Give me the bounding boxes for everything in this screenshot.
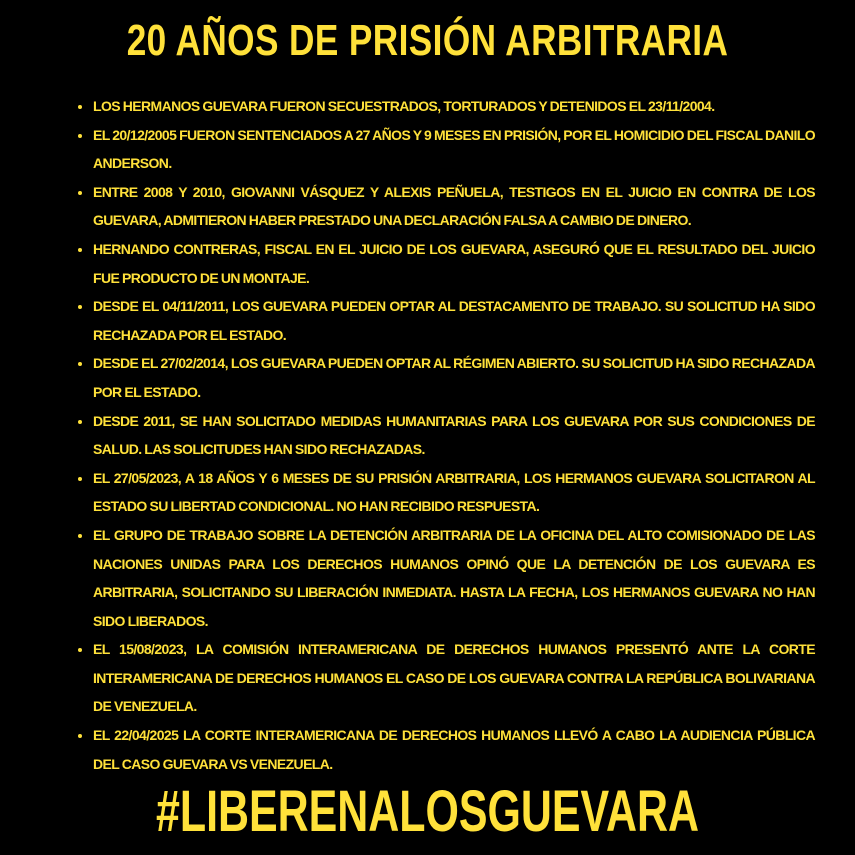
list-item: • EL 20/12/2005 FUERON SENTENCIADOS A 27 AÑOS Y 9 MESES EN PRISIÓN, POR EL HOMICIDIO DEL FISCAL DANILO ANDERSON. — [93, 121, 815, 178]
hashtag: #LIBERENALOSGUEVARA — [156, 779, 699, 844]
list-item: • DESDE 2011, SE HAN SOLICITADO MEDIDAS HUMANITARIAS PARA LOS GUEVARA POR SUS CONDICIONES DE SALUD. LAS SOLICITUDES HAN SIDO RECHAZADAS. — [93, 407, 815, 464]
list-item: • ENTRE 2008 Y 2010, GIOVANNI VÁSQUEZ Y ALEXIS PEÑUELA, TESTIGOS EN EL JUICIO EN CONTRA DE LOS GUEVARA, ADMITIERON HABER PRESTADO UNA DECLARACIÓN FALSA A CAMBIO DE DINERO. — [93, 178, 815, 235]
facts-list — [74, 92, 815, 778]
poster-title: 20 AÑOS DE PRISIÓN ARBITRARIA — [126, 16, 729, 65]
list-item: • EL GRUPO DE TRABAJO SOBRE LA DETENCIÓN ARBITRARIA DE LA OFICINA DEL ALTO COMISIONADO DE LAS NACIONES UNIDAS PARA LOS DERECHOS HUMANOS OPINÓ QUE LA DETENCIÓN DE LOS GUEVARA ES ARBITRARIA, SOLICITANDO SU LIBERACIÓN INMEDIATA. HASTA LA FECHA, LOS HERMANOS GUEVARA NO HAN SIDO LIBERADOS. — [93, 521, 815, 635]
list-item: • DESDE EL 04/11/2011, LOS GUEVARA PUEDEN OPTAR AL DESTACAMENTO DE TRABAJO. SU SOLICITUD HA SIDO RECHAZADA POR EL ESTADO. — [93, 292, 815, 349]
list-item: • EL 22/04/2025 LA CORTE INTERAMERICANA DE DERECHOS HUMANOS LLEVÓ A CABO LA AUDIENCIA PÚBLICA DEL CASO GUEVARA VS VENEZUELA. — [93, 721, 815, 778]
list-item: • HERNANDO CONTRERAS, FISCAL EN EL JUICIO DE LOS GUEVARA, ASEGURÓ QUE EL RESULTADO DEL JUICIO FUE PRODUCTO DE UN MONTAJE. — [93, 235, 815, 292]
list-item: • EL 27/05/2023, A 18 AÑOS Y 6 MESES DE SU PRISIÓN ARBITRARIA, LOS HERMANOS GUEVARA SOLICITARON AL ESTADO SU LIBERTAD CONDICIONAL. NO HAN RECIBIDO RESPUESTA. — [93, 464, 815, 521]
list-item: • EL 15/08/2023, LA COMISIÓN INTERAMERICANA DE DERECHOS HUMANOS PRESENTÓ ANTE LA CORTE INTERAMERICANA DE DERECHOS HUMANOS EL CASO DE LOS GUEVARA CONTRA LA REPÚBLICA BOLIVARIANA DE VENEZUELA. — [93, 635, 815, 721]
list-item: • DESDE EL 27/02/2014, LOS GUEVARA PUEDEN OPTAR AL RÉGIMEN ABIERTO. SU SOLICITUD HA SIDO RECHAZADA POR EL ESTADO. — [93, 349, 815, 406]
list-item: • LOS HERMANOS GUEVARA FUERON SECUESTRADOS, TORTURADOS Y DETENIDOS EL 23/11/2004. — [93, 92, 815, 121]
